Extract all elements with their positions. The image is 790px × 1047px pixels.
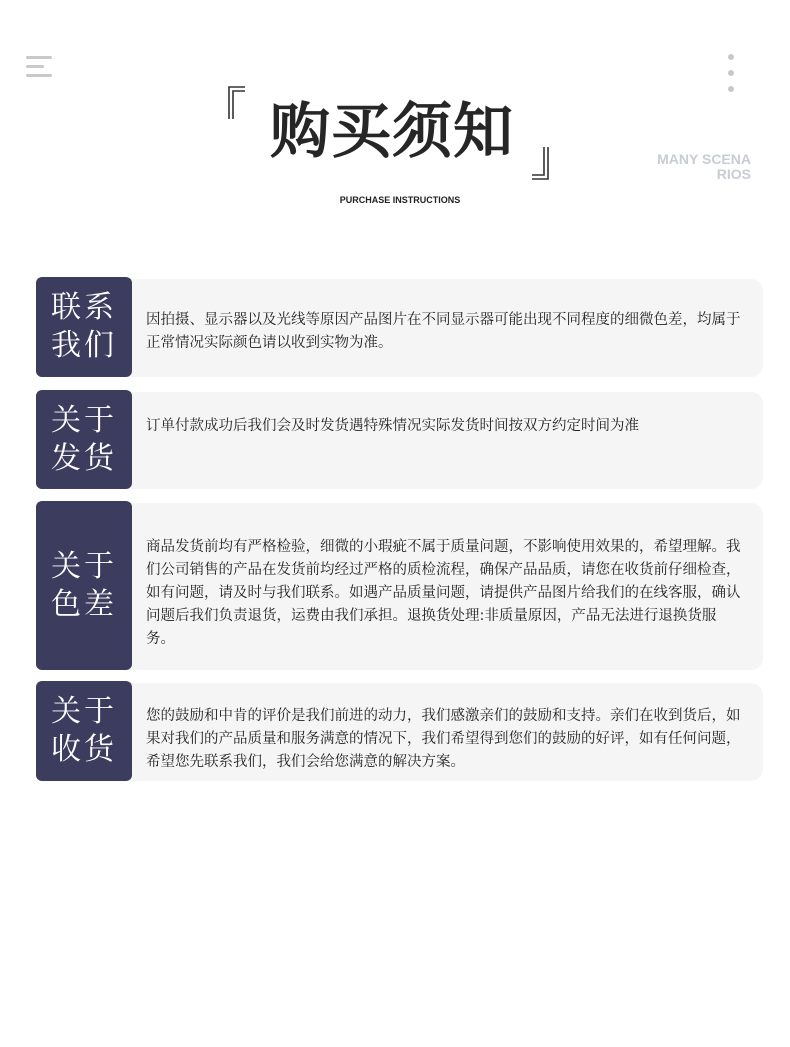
notice-badge xyxy=(36,390,132,489)
notice-text: 因拍摄、显示器以及光线等原因产品图片在不同显示器可能出现不同程度的细微色差，均属于正常情况实际颜色请以收到实物为准。 xyxy=(146,312,741,351)
notice-label: 关于色差 xyxy=(51,548,117,622)
notice-text: 您的鼓励和中肯的评价是我们前进的动力，我们感激亲们的鼓励和支持。亲们在收到货后，如果对我们的产品质量和服务满意的情况下，我们希望得到您们的鼓励的好评，如有任何问题，希望您先联系我们，我们会给您满意的解决方案。 xyxy=(146,708,741,770)
notice-label: 关于发货 xyxy=(51,402,117,476)
notice-badge xyxy=(36,681,132,781)
notice-label: 联系我们 xyxy=(51,290,117,363)
notice-row-shipping xyxy=(36,390,763,489)
notice-row-color-difference xyxy=(36,501,763,670)
menu-icon[interactable] xyxy=(26,56,54,78)
notice-text: 商品发货前均有严格检验，细微的小瑕疵不属于质量问题，不影响使用效果的，希望理解。我们公司销售的产品在发货前均经过严格的质检流程，确保产品品质，请您在收货前仔细检查，如有问题，请及时与我们联系。如遇产品质量问题，请提供产品图片给我们的在线客服，确认问题后我们负责退货，运费由我们承担。退换货处理:非质量原因，产品无法进行退换货服务。 xyxy=(146,539,741,647)
notice-badge xyxy=(36,277,132,377)
notice-badge xyxy=(36,501,132,670)
notice-row-receiving xyxy=(36,681,763,781)
page-subtitle: PURCHASE INSTRUCTIONS xyxy=(339,195,461,205)
side-caption: MANY SCENA RIOS xyxy=(657,151,751,182)
page-title: 购买须知 xyxy=(270,97,514,167)
more-vertical-icon[interactable] xyxy=(726,54,736,96)
bracket-open-icon xyxy=(228,86,246,120)
notice-text: 订单付款成功后我们会及时发货遇特殊情况实际发货时间按双方约定时间为准 xyxy=(146,418,639,434)
notice-card xyxy=(100,392,763,489)
bracket-close-icon xyxy=(531,146,549,180)
notice-row-contact xyxy=(36,277,763,377)
notice-label: 关于收货 xyxy=(51,694,117,767)
